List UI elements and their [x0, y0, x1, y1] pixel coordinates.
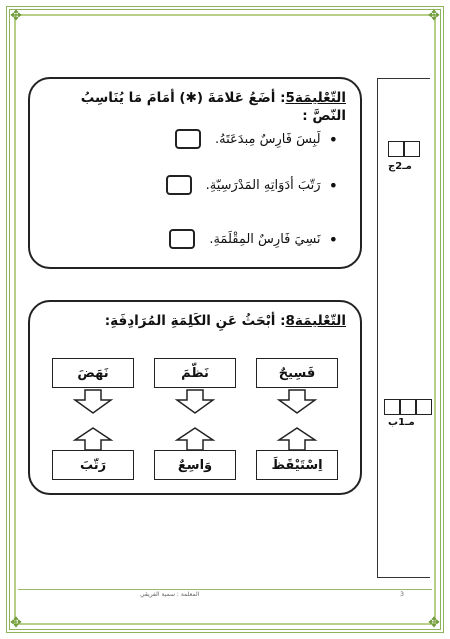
up-arrow-icon [73, 428, 113, 450]
corner-ornament-icon: ✥ [10, 8, 22, 24]
bullet-icon: • [328, 229, 338, 249]
synonym-box: اِسْتَيْقَظَ [256, 450, 338, 480]
word-box: فَسِيحٌ [256, 358, 338, 388]
exercise-8-number: التّعْليمَة8 [285, 313, 346, 329]
corner-ornament-icon: ✥ [428, 615, 440, 631]
answer-checkbox[interactable] [166, 175, 192, 195]
down-arrow-icon [277, 390, 317, 414]
corner-ornament-icon: ✥ [10, 615, 22, 631]
footer-author: المعلمة : سمية الفريقي [140, 591, 200, 598]
bullet-icon: • [328, 129, 338, 149]
exercise-8-text: : أبْحَثُ عَنِ الكَلِمَةِ المُرَادِفَةِ: [104, 313, 286, 329]
word-box: نَظّمَ [154, 358, 236, 388]
synonym-box: رَتّبَ [52, 450, 134, 480]
exercise-8-panel [28, 300, 362, 495]
exercise-5-panel [28, 77, 362, 269]
up-arrow-icon [277, 428, 317, 450]
footer-divider [18, 589, 432, 590]
grade-label: مـ2ج [388, 161, 412, 172]
statement-text: لَبِسَ فَارِسٌ مِبدَعَتَهُ. [215, 131, 321, 147]
statement-item [169, 229, 338, 249]
exercise-5-number: التّعْليمَة5 [285, 90, 346, 106]
answer-checkbox[interactable] [175, 129, 201, 149]
footer-page-number: 3 [400, 591, 404, 598]
grade-label: مـ1ب [388, 417, 415, 428]
grade-boxes [384, 399, 432, 415]
statement-text: رَتّبَ أدَوَاتِهِ المَدْرَسِيّةِ. [205, 177, 321, 193]
answer-checkbox[interactable] [169, 229, 195, 249]
down-arrow-icon [73, 390, 113, 414]
exercise-8-instruction [44, 312, 346, 330]
word-box: نَهَضَ [52, 358, 134, 388]
exercise-5-instruction [44, 89, 346, 125]
exercise-5-text: : أضَعُ عَلامَةَ (✱) أمَامَ مَا يُنَاسِبُ النّصَّ : [80, 90, 346, 124]
statement-item [166, 175, 338, 195]
grading-column [377, 78, 430, 578]
bullet-icon: • [328, 175, 338, 195]
worksheet-page [20, 20, 430, 618]
up-arrow-icon [175, 428, 215, 450]
grade-boxes [388, 141, 420, 157]
down-arrow-icon [175, 390, 215, 414]
statement-text: نَسِيَ فَارِسٌ المِقْلَمَةِ. [209, 231, 321, 247]
statement-item [175, 129, 338, 149]
corner-ornament-icon: ✥ [428, 8, 440, 24]
synonym-box: وَاسِعٌ [154, 450, 236, 480]
